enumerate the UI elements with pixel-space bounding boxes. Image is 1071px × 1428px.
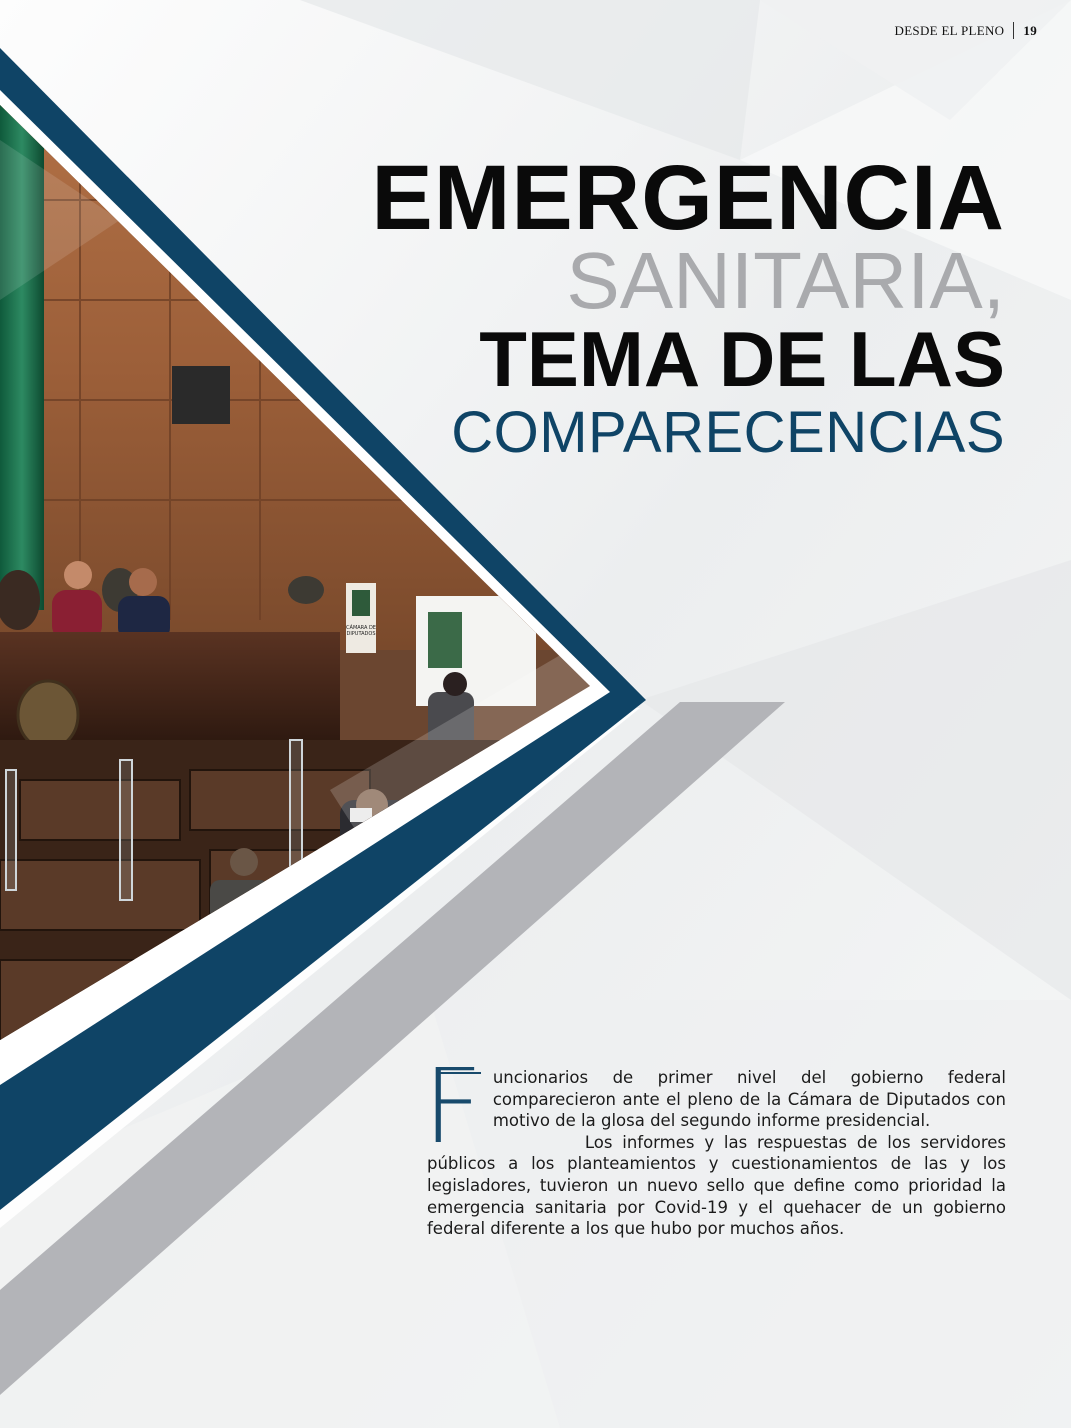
title-line-4: COMPARECENCIAS	[451, 400, 1005, 465]
paragraph-1	[423, 1067, 1006, 1151]
dropcap: F	[423, 1067, 483, 1151]
title-line-1: EMERGENCIA	[371, 147, 1005, 249]
title-line-3: TEMA DE LAS	[479, 315, 1005, 403]
article-body	[423, 1067, 1006, 1240]
title-line-2: SANITARIA,	[566, 236, 1005, 325]
article-title	[371, 147, 1005, 468]
header-divider	[1013, 22, 1014, 39]
page-number: 19	[1023, 22, 1037, 38]
running-header	[895, 22, 1038, 39]
paragraph-2: Los informes y las respuestas de los servidores públicos a los planteamientos y cuestionamientos de las y los legisladores, tuvieron un nuevo sello que define como prioridad la emergencia sanitaria por Covid-19 y el quehacer de un gobierno federal diferente a los que hubo por muchos años.	[427, 1132, 1006, 1239]
paragraph-1-text: uncionarios de primer nivel del gobierno federal comparecieron ante el pleno de la Cámara de Diputados con motivo de la glosa del segundo informe presidencial.	[492, 1068, 1006, 1131]
podium-sign: CÁMARA DE DIPUTADOS	[346, 625, 376, 637]
section-name: DESDE EL PLENO	[894, 22, 1005, 38]
